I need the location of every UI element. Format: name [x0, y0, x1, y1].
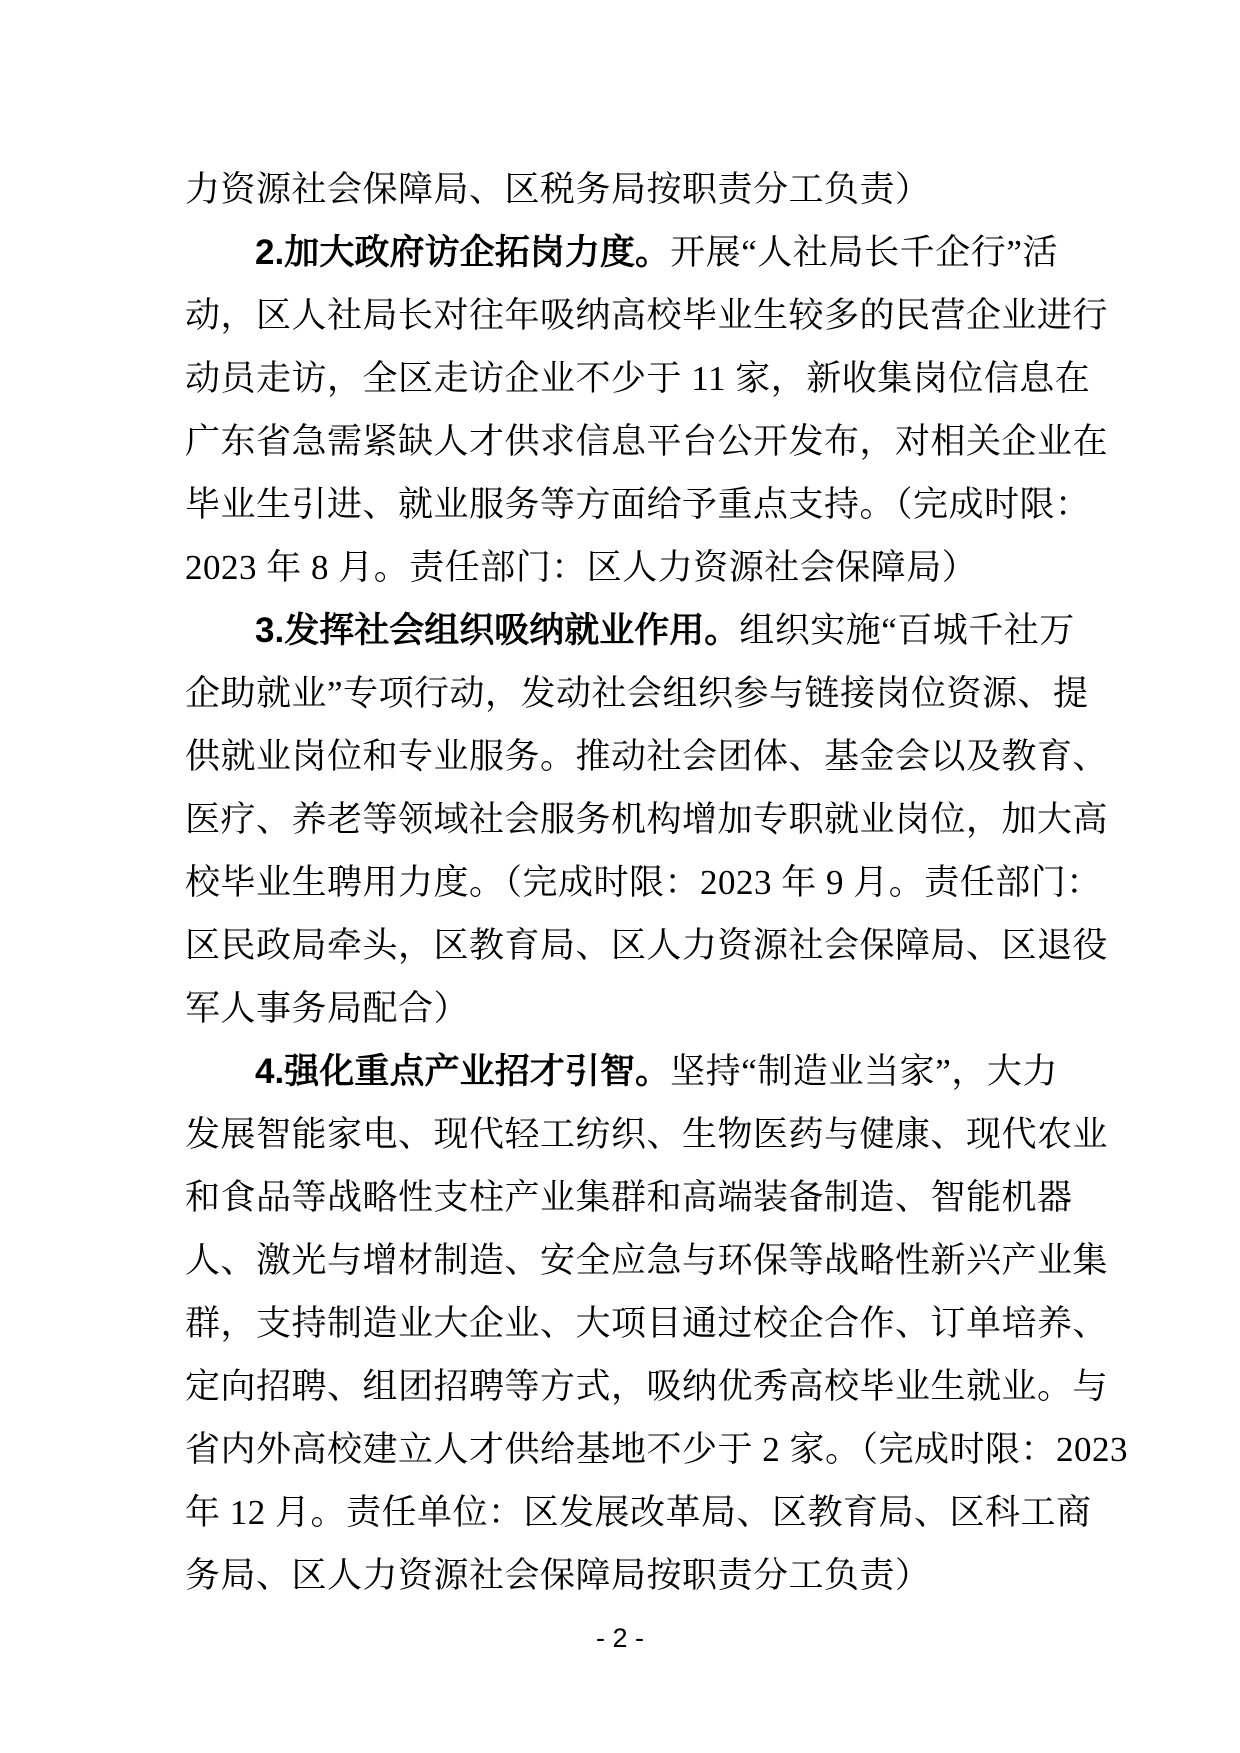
- text-line: [185, 1292, 1109, 1355]
- text-line: [185, 725, 1109, 788]
- text-line: [185, 1166, 1073, 1229]
- text-line: [185, 1481, 1092, 1544]
- text-line: [185, 536, 1058, 599]
- text-segment: 定向招聘、组团招聘等方式，吸纳优秀高校毕业生就业。与: [185, 1367, 1109, 1406]
- text-segment: 力资源社会保障局、区税务局按职责分工负责）: [185, 170, 931, 209]
- text-segment: 人、激光与增材制造、安全应急与环保等战略性新兴产业集: [185, 1241, 1109, 1280]
- text-line: [185, 788, 1109, 851]
- text-segment: 军人事务局配合）: [185, 989, 470, 1028]
- text-line: [185, 1040, 1058, 1103]
- text-segment: 企助就业”专项行动，发动社会组织参与链接岗位资源、提: [185, 674, 1089, 713]
- text-line: [185, 914, 1109, 977]
- text-line: [185, 851, 1102, 914]
- text-line: [185, 1229, 1109, 1292]
- text-line: [185, 410, 1109, 473]
- text-segment: 2023 年 8 月。责任部门：区人力资源社会保障局）: [185, 548, 978, 587]
- clause-heading: 4.强化重点产业招才引智。: [255, 1052, 671, 1091]
- text-segment: 务局、区人力资源社会保障局按职责分工负责）: [185, 1556, 931, 1595]
- text-segment: 省内外高校建立人才供给基地不少于 2 家。（完成时限：2023: [185, 1430, 1129, 1469]
- text-segment: 广东省急需紧缺人才供求信息平台公开发布，对相关企业在: [185, 422, 1109, 461]
- text-segment: 开展“人社局长千企行”活: [670, 233, 1058, 272]
- text-segment: 供就业岗位和专业服务。推动社会团体、基金会以及教育、: [185, 737, 1109, 776]
- text-segment: 组织实施“百城千社万: [739, 611, 1075, 650]
- text-line: [185, 1544, 1058, 1607]
- text-line: [185, 221, 1058, 284]
- text-segment: 年 12 月。责任单位：区发展改革局、区教育局、区科工商: [185, 1493, 1092, 1532]
- text-line: [185, 284, 1109, 347]
- text-line: [185, 1355, 1109, 1418]
- text-body: [185, 158, 1129, 1607]
- text-line: [185, 1103, 1109, 1166]
- text-line: [185, 1418, 1129, 1481]
- text-line: [185, 158, 1058, 221]
- text-line: [185, 347, 1091, 410]
- text-segment: 群，支持制造业大企业、大项目通过校企合作、订单培养、: [185, 1304, 1109, 1343]
- text-segment: 和食品等战略性支柱产业集群和高端装备制造、智能机器: [185, 1178, 1073, 1217]
- text-line: [185, 473, 1091, 536]
- page-number: - 2 -: [595, 1623, 644, 1653]
- text-segment: 区民政局牵头，区教育局、区人力资源社会保障局、区退役: [185, 926, 1109, 965]
- text-segment: 动，区人社局长对往年吸纳高校毕业生较多的民营企业进行: [185, 296, 1109, 335]
- clause-heading: 2.加大政府访企拓岗力度。: [255, 233, 671, 272]
- clause-heading: 3.发挥社会组织吸纳就业作用。: [255, 611, 740, 650]
- text-segment: 坚持“制造业当家”，大力: [670, 1052, 1058, 1091]
- text-segment: 医疗、养老等领域社会服务机构增加专职就业岗位，加大高: [185, 800, 1109, 839]
- text-line: [185, 662, 1089, 725]
- text-segment: 毕业生引进、就业服务等方面给予重点支持。（完成时限：: [185, 485, 1091, 524]
- text-line: [185, 977, 1058, 1040]
- text-segment: 动员走访，全区走访企业不少于 11 家，新收集岗位信息在: [185, 359, 1091, 398]
- text-segment: 发展智能家电、现代轻工纺织、生物医药与健康、现代农业: [185, 1115, 1109, 1154]
- text-line: [185, 599, 1075, 662]
- text-segment: 校毕业生聘用力度。（完成时限：2023 年 9 月。责任部门：: [185, 863, 1102, 902]
